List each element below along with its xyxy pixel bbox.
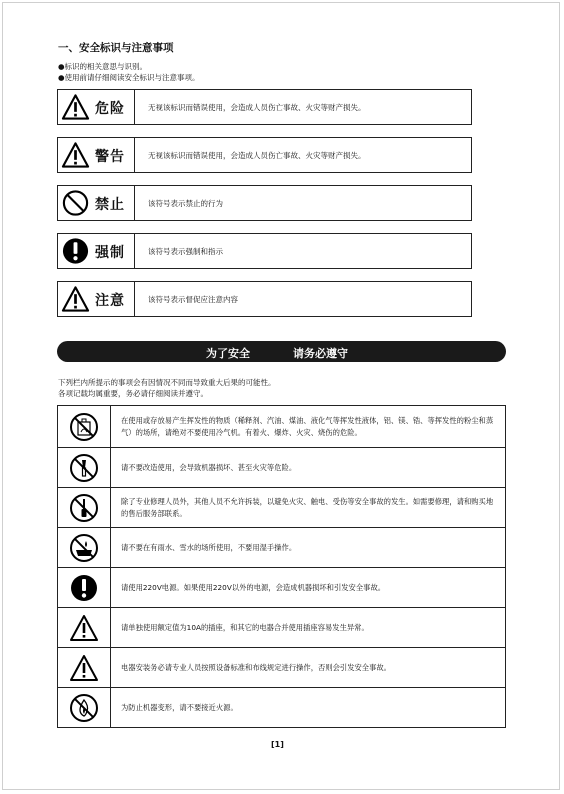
warning-triangle-icon — [61, 93, 90, 121]
symbol-word: 禁止 — [95, 197, 125, 213]
symbol-row-mandatory — [57, 233, 472, 269]
warning-triangle-icon — [69, 654, 99, 682]
rule-text: 请单独使用额定值为10A的插座，和其它的电器合并使用插座容易发生异常。 — [111, 608, 506, 648]
symbol-word: 注意 — [95, 293, 125, 309]
caution-triangle-icon — [61, 285, 90, 313]
symbol-desc: 无视该标识而错误使用，会造成人员伤亡事故、火灾等财产损失。 — [148, 103, 366, 112]
intro-bullet: ●标识的相关意思与识别。 — [58, 62, 148, 71]
rule-text: 电器安装务必请专业人员按照设备标准和布线规定进行操作，否则会引发安全事故。 — [111, 648, 506, 688]
note-line: 各项记载均属重要，务必请仔细阅读并遵守。 — [58, 389, 208, 398]
warning-triangle-icon — [61, 141, 90, 169]
rule-text: 请不要在有雨水、雪水的场所使用，不要用湿手操作。 — [111, 528, 506, 568]
symbol-desc: 无视该标识而错误使用，会造成人员伤亡事故、火灾等财产损失。 — [148, 151, 366, 160]
table-row — [58, 448, 506, 488]
table-row — [58, 648, 506, 688]
symbol-word: 危险 — [95, 101, 125, 117]
rule-text: 请不要改造使用，会导致机器损坏、甚至火灾等危险。 — [111, 448, 506, 488]
symbol-row-warning — [57, 137, 472, 173]
mandatory-exclamation-icon — [69, 573, 99, 603]
no-water-icon — [69, 533, 99, 563]
banner-left-text: 为了安全 — [206, 347, 250, 360]
warning-triangle-icon — [69, 614, 99, 642]
table-row — [58, 406, 506, 448]
no-fire-icon — [69, 693, 99, 723]
note-text — [58, 377, 276, 399]
table-row — [58, 528, 506, 568]
symbol-desc: 该符号表示禁止的行为 — [148, 199, 223, 208]
intro-bullets — [58, 61, 200, 83]
intro-bullet: ●使用前请仔细阅读安全标识与注意事项。 — [58, 73, 200, 82]
symbol-word: 警告 — [95, 149, 125, 165]
mandatory-exclamation-icon — [61, 237, 90, 265]
symbol-desc: 该符号表示强制和指示 — [148, 247, 223, 256]
note-line: 下列栏内所提示的事项会有因情况不同而导致重大后果的可能性。 — [58, 378, 276, 387]
rule-text: 为防止机器变形，请不要接近火源。 — [111, 688, 506, 728]
symbol-row-danger — [57, 89, 472, 125]
symbol-row-caution — [57, 281, 472, 317]
banner-right-text: 请务必遵守 — [293, 347, 348, 360]
rule-text: 在使用或存放易产生挥发性的物质（稀释剂、汽油、煤油、液化气等挥发性液体，铝、镁、锆、等挥发性的粉尘和蒸气）的场所，请绝对不要使用冷气机。有着火、爆炸、火灾、烧伤的危险。 — [111, 406, 506, 448]
symbol-word: 强制 — [95, 245, 125, 261]
no-flammable-icon — [69, 412, 99, 442]
table-row — [58, 688, 506, 728]
rule-text: 除了专业修理人员外，其他人员不允许拆装，以避免火灾、触电、受伤等安全事故的发生。如需要修理，请和购买地的售后服务部联系。 — [111, 488, 506, 528]
no-disassembly-icon — [69, 493, 99, 523]
section-title: 一、安全标识与注意事项 — [58, 42, 174, 54]
safety-rules-table — [57, 405, 506, 728]
rule-text: 请使用220V电源。如果使用220V以外的电源，会造成机器损坏和引发安全事故。 — [111, 568, 506, 608]
no-modification-icon — [69, 453, 99, 483]
symbol-desc: 该符号表示督促应注意内容 — [148, 295, 238, 304]
table-row — [58, 488, 506, 528]
table-row — [58, 608, 506, 648]
prohibition-circle-icon — [61, 189, 90, 217]
symbol-row-prohibited — [57, 185, 472, 221]
safety-banner — [57, 341, 506, 362]
table-row — [58, 568, 506, 608]
page-number: [1] — [271, 740, 284, 749]
